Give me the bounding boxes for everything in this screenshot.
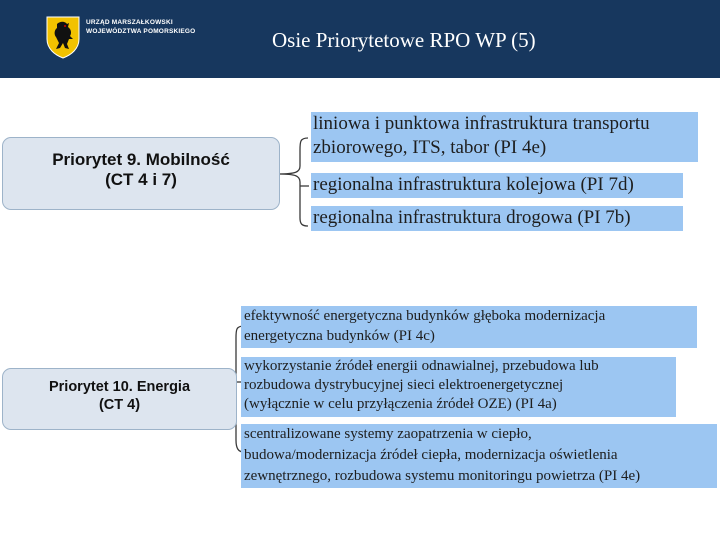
- logo-text-line-1: URZĄD MARSZAŁKOWSKI: [86, 19, 173, 26]
- item-line: budowa/modernizacja źródeł ciepła, modernizacja oświetlenia: [244, 447, 618, 463]
- item-line: regionalna infrastruktura drogowa (PI 7b): [313, 207, 631, 228]
- priority-10-item-3: [241, 424, 717, 488]
- priority-10-item-2: [241, 357, 676, 417]
- item-line: efektywność energetyczna budynków głęboka modernizacja: [244, 308, 606, 324]
- logo-text: [86, 18, 195, 36]
- priority-9-subtitle: (CT 4 i 7): [105, 170, 177, 189]
- pomeranian-griffin-coat-of-arms-icon: [45, 15, 81, 59]
- priority-9-item-1: [311, 112, 698, 162]
- logo-text-line-2: WOJEWÓDZTWA POMORSKIEGO: [86, 28, 196, 35]
- item-line: scentralizowane systemy zaopatrzenia w ciepło,: [244, 426, 532, 442]
- item-line: (wyłącznie w celu przyłączenia źródeł OZE) (PI 4a): [244, 396, 557, 412]
- slide-title: Osie Priorytetowe RPO WP (5): [272, 28, 536, 52]
- priority-9-title: Priorytet 9. Mobilność: [52, 150, 230, 169]
- item-line: liniowa i punktowa infrastruktura transportu: [313, 113, 650, 134]
- priority-10-box: [2, 368, 237, 430]
- priority-10-title: Priorytet 10. Energia: [48, 379, 191, 395]
- priority-10-subtitle: (CT 4): [98, 397, 141, 413]
- header-bar: [0, 0, 720, 78]
- item-line: wykorzystanie źródeł energii odnawialnej, przebudowa lub: [244, 358, 599, 374]
- priority-9-box: [2, 137, 280, 210]
- item-line: regionalna infrastruktura kolejowa (PI 7d): [313, 174, 634, 195]
- item-line: rozbudowa dystrybucyjnej sieci elektroenergetycznej: [244, 377, 564, 393]
- item-line: energetyczna budynków (PI 4c): [244, 328, 435, 344]
- priority-10-item-1: [241, 306, 697, 348]
- item-line: zewnętrznego, rozbudowa systemu monitoringu powietrza (PI 4e): [244, 468, 641, 484]
- priority-9-item-2: [311, 173, 683, 198]
- item-line: zbiorowego, ITS, tabor (PI 4e): [313, 137, 547, 158]
- priority9-brace: [278, 138, 308, 226]
- priority-9-item-3: [311, 206, 683, 231]
